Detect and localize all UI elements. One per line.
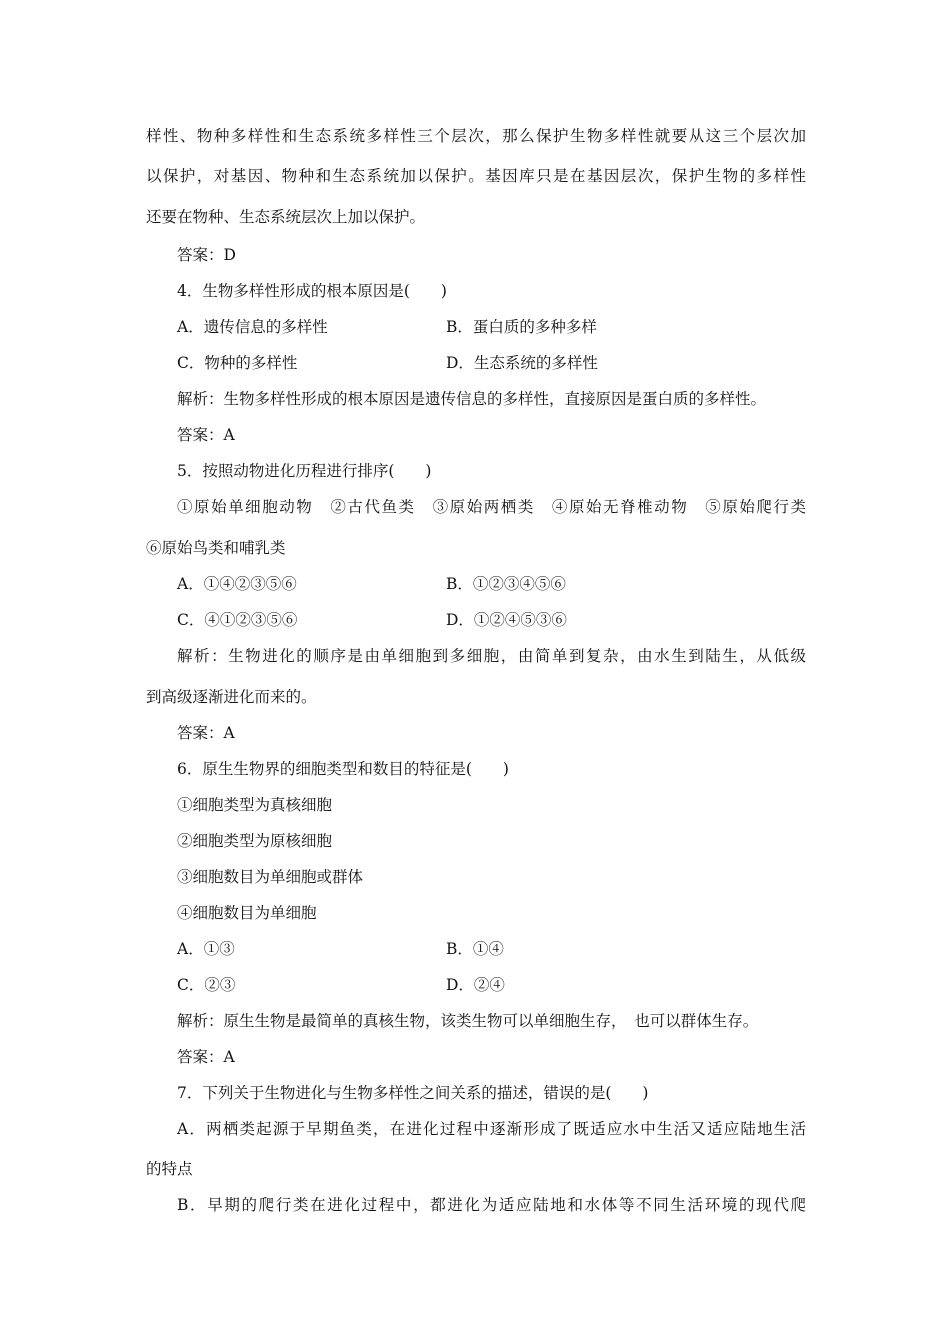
option-b: B．①②③④⑤⑥: [446, 575, 566, 593]
text-line: 还要在物种、生态系统层次上加以保护。: [146, 208, 426, 226]
text-line: 以保护，对基因、物种和生态系统加以保护。基因库只是在基因层次，保护生物的多样性: [146, 167, 806, 185]
option-d: D．①②④⑤③⑥: [446, 611, 567, 629]
option-c: C．物种的多样性: [177, 354, 298, 372]
question-6: 6．原生生物界的细胞类型和数目的特征是( ): [177, 760, 509, 778]
sequence-items-cont: ⑥原始鸟类和哺乳类: [146, 539, 286, 557]
text-line: 样性、物种多样性和生态系统多样性三个层次，那么保护生物多样性就要从这三个层次加: [146, 127, 806, 145]
option-d: D．生态系统的多样性: [446, 354, 598, 372]
explanation-line: 解析：生物多样性形成的根本原因是遗传信息的多样性，直接原因是蛋白质的多样性。: [177, 390, 767, 408]
statement-4: ④细胞数目为单细胞: [177, 904, 317, 922]
question-7: 7．下列关于生物进化与生物多样性之间关系的描述，错误的是( ): [177, 1084, 649, 1102]
option-a: A．遗传信息的多样性: [177, 318, 328, 336]
sequence-items: ①原始单细胞动物 ②古代鱼类 ③原始两栖类 ④原始无脊椎动物 ⑤原始爬行类: [177, 498, 806, 516]
answer-line: 答案：D: [177, 246, 236, 264]
question-5: 5．按照动物进化历程进行排序( ): [177, 462, 432, 480]
question-4: 4．生物多样性形成的根本原因是( ): [177, 282, 447, 300]
option-b: B．蛋白质的多种多样: [446, 318, 597, 336]
option-b: B．早期的爬行类在进化过程中，都进化为适应陆地和水体等不同生活环境的现代爬: [177, 1196, 806, 1214]
explanation-line: 解析：原生生物是最简单的真核生物，该类生物可以单细胞生存， 也可以群体生存。: [177, 1012, 759, 1030]
answer-line: 答案：A: [177, 1048, 235, 1066]
option-a-cont: 的特点: [146, 1160, 193, 1178]
option-b: B．①④: [446, 940, 504, 958]
explanation-line: 解析：生物进化的顺序是由单细胞到多细胞，由简单到复杂，由水生到陆生，从低级: [177, 647, 806, 665]
statement-3: ③细胞数目为单细胞或群体: [177, 868, 364, 886]
explanation-line-cont: 到高级逐渐进化而来的。: [146, 688, 317, 706]
option-c: C．④①②③⑤⑥: [177, 611, 298, 629]
option-d: D．②④: [446, 976, 505, 994]
option-a: A．①④②③⑤⑥: [177, 575, 297, 593]
statement-2: ②细胞类型为原核细胞: [177, 832, 333, 850]
option-c: C．②③: [177, 976, 236, 994]
option-a: A．两栖类起源于早期鱼类，在进化过程中逐渐形成了既适应水中生活又适应陆地生活: [177, 1120, 806, 1138]
answer-line: 答案：A: [177, 426, 235, 444]
option-a: A．①③: [177, 940, 235, 958]
statement-1: ①细胞类型为真核细胞: [177, 796, 333, 814]
answer-line: 答案：A: [177, 724, 235, 742]
